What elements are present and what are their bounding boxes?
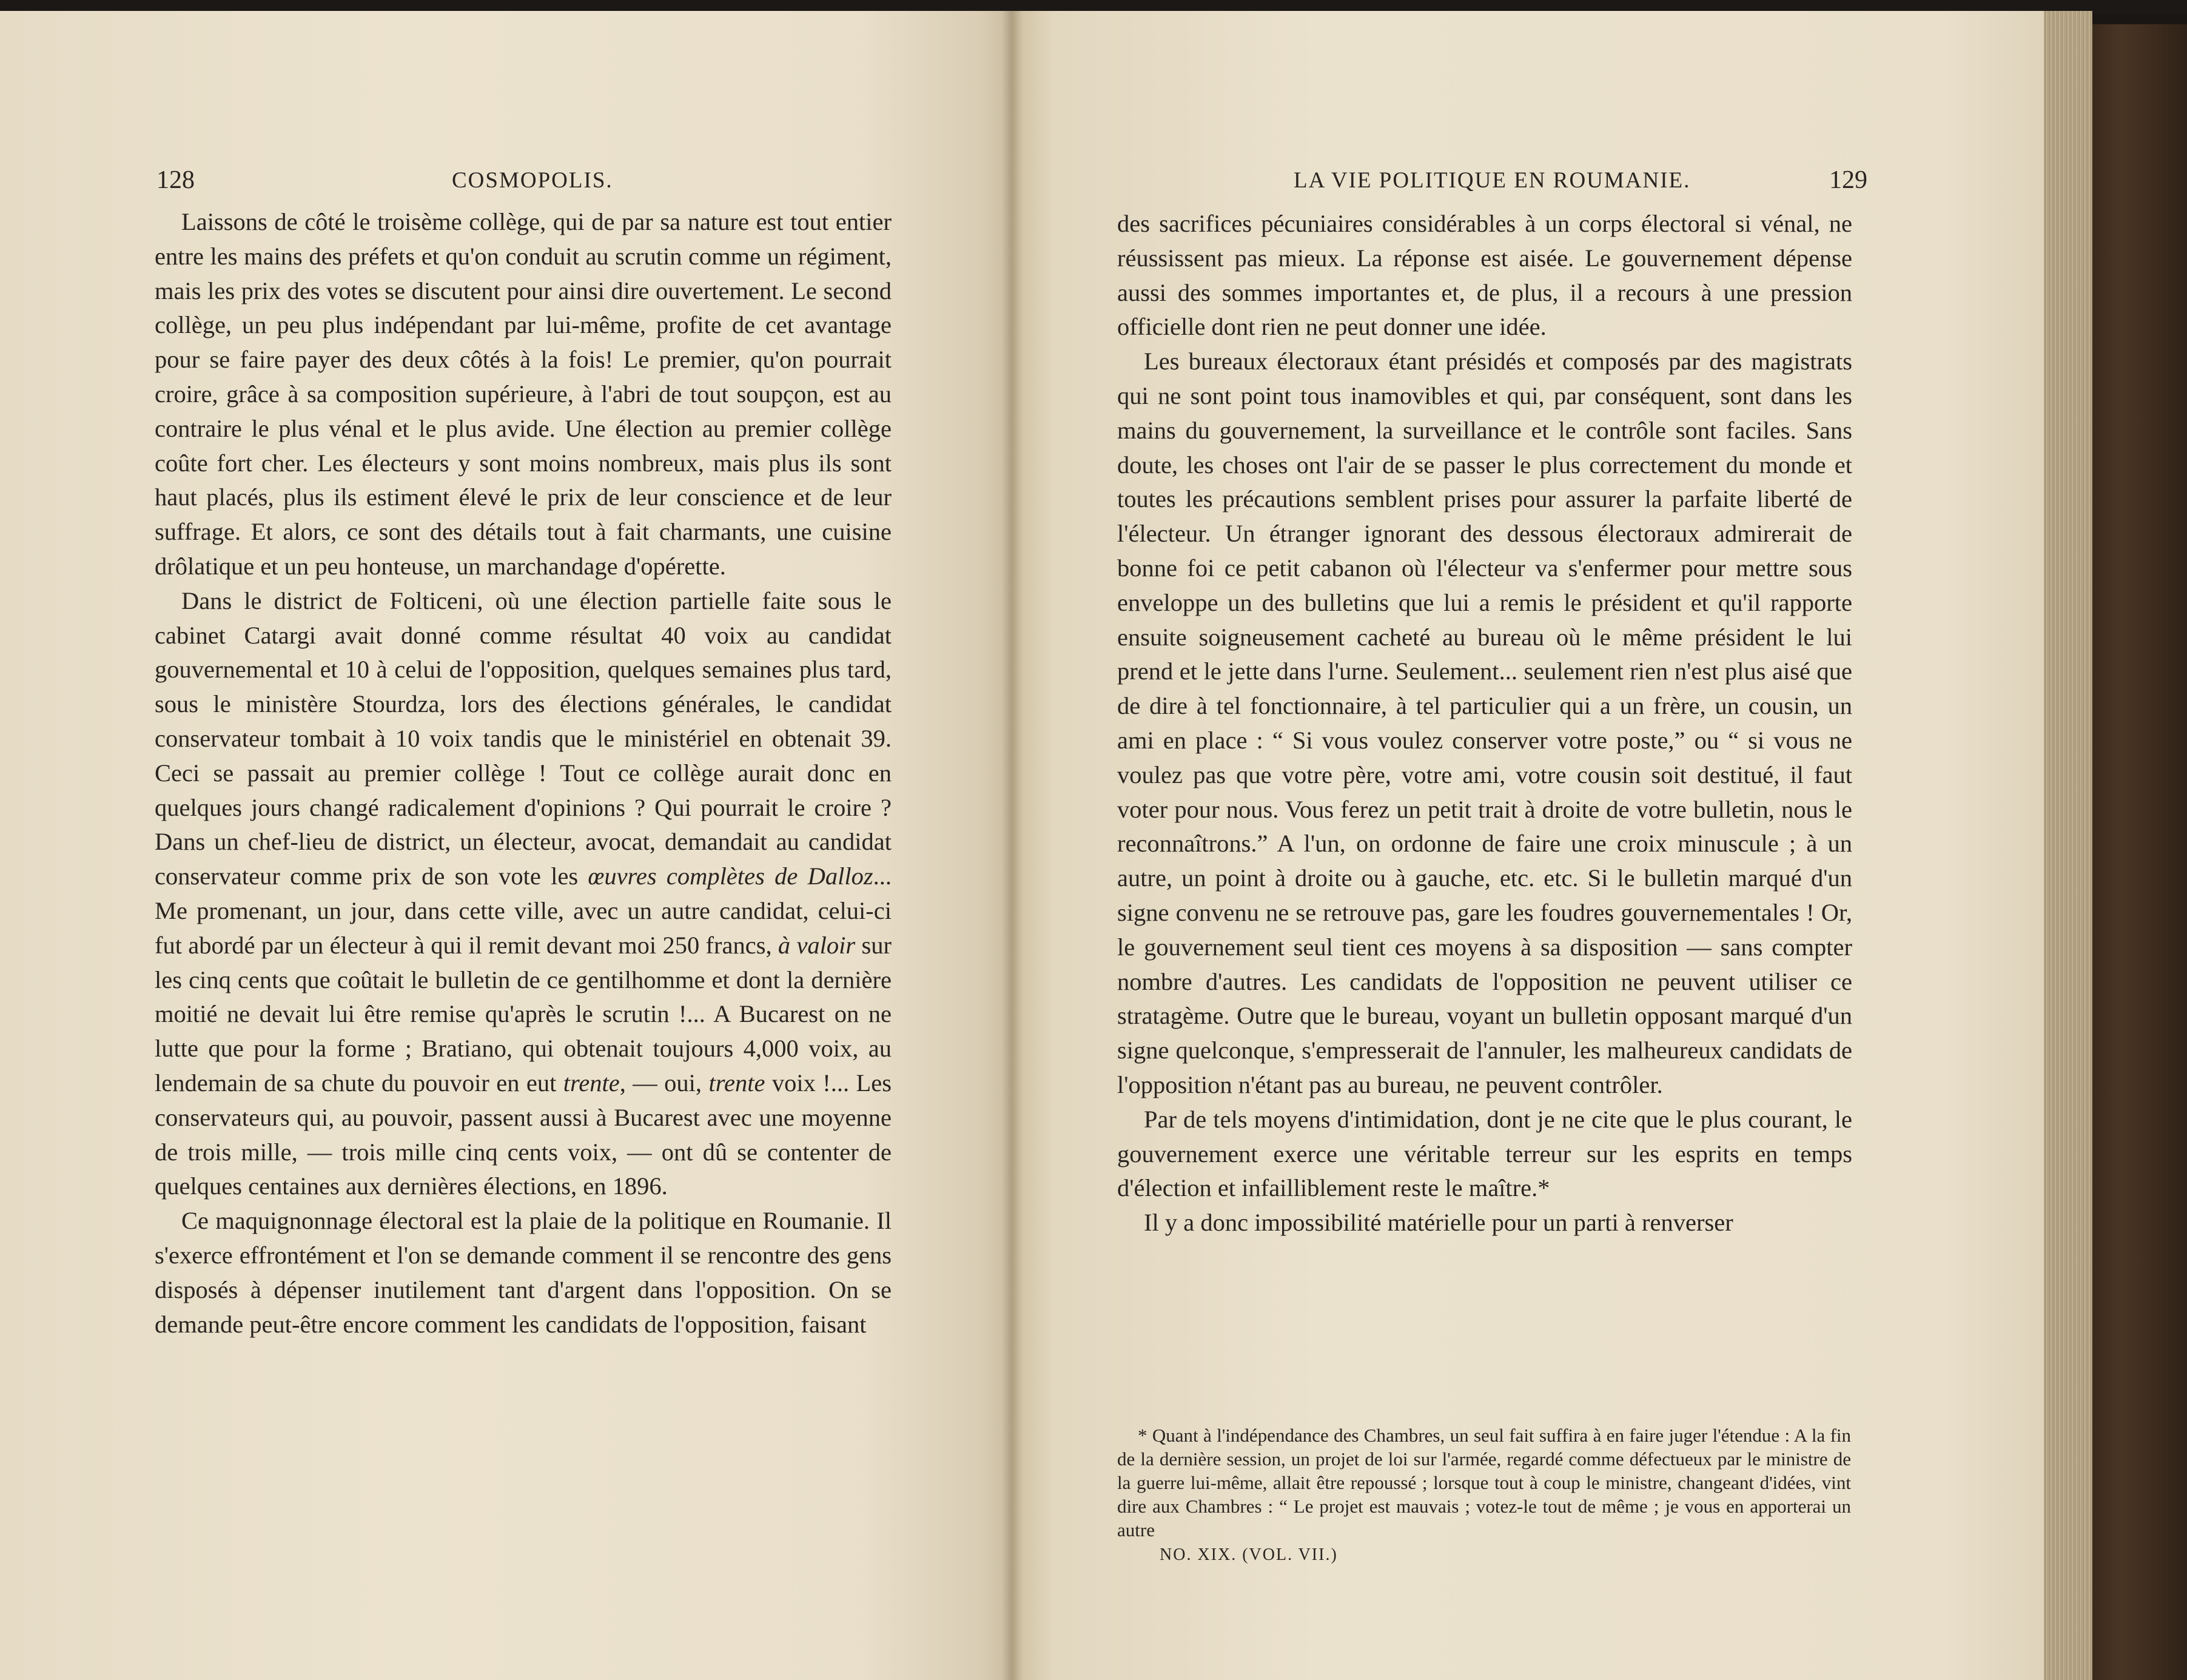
footnote (1117, 1423, 1851, 1542)
paragraph: Dans le district de Folticeni, où une élection partielle faite sous le cabinet Catargi avait donné comme résultat 40 voix au candidat gouvernemental et 10 à celui de l'opposition, quelques semaines plus tard, sous le ministère Stourdza, lors des élections générales, le candidat conservateur tombait à 10 voix tandis que le ministériel en obtenait 39. Ceci se passait au premier collège ! Tout ce collège aurait donc en quelques jours changé radicalement d'opinions ? Qui pourrait le croire ? Dans un chef-lieu de district, un électeur, avocat, demandait au candidat conservateur comme prix de son vote les œuvres complètes de Dalloz... Me promenant, un jour, dans cette ville, avec un autre candidat, celui-ci fut abordé par un électeur à qui il remit devant moi 250 francs, à valoir sur les cinq cents que coûtait le bulletin de ce gentilhomme et dont la dernière moitié ne devait lui être remise qu'après le scrutin !... A Bucarest on ne lutte que pour la forme ; Bratiano, qui obtenait toujours 4,000 voix, au lendemain de sa chute du pouvoir en eut trente, — oui, trente voix !... Les conservateurs qui, au pouvoir, passent aussi à Bucarest avec une moyenne de trois mille, — trois mille cinq cents voix, — ont dû se contenter de quelques centaines aux dernières élections, en 1896. (155, 586, 892, 1200)
paragraph: Il y a donc impossibilité matérielle pour un parti à renverser (1144, 1209, 1733, 1237)
left-running-head: COSMOPOLIS. (452, 168, 613, 193)
paragraph: Les bureaux électoraux étant présidés et composés par des magistrats qui ne sont point tous inamovibles et qui, par conséquent, sont dans les mains du gouvernement, la surveillance et le contrôle sont faciles. Sans doute, les choses ont l'air de se passer le plus correctement du monde et toutes les précautions semblent prises pour assurer la parfaite liberté de l'électeur. Un étranger ignorant des dessous électoraux admirerait de bonne foi ce petit cabanon où l'électeur va s'enfermer pour mettre sous enveloppe un des bulletins que lui a remis le président et qu'il rapporte ensuite soigneusement cacheté au bureau où le même président le lui prend et le jette dans l'urne. Seulement... seulement rien n'est plus aisé que de dire à tel fonctionnaire, à tel particulier qui a un frère, un cousin, un ami en place : “ Si vous voulez conserver votre poste,” ou “ si vous ne voulez pas que votre père, votre ami, votre cousin soit destitué, il faut voter pour nous. Vous ferez un petit trait à droite de votre bulletin, nous le reconnaîtrons.” A l'un, on ordonne de faire une croix minuscule ; à un autre, un point à droite ou à gauche, etc. etc. Si le bulletin marqué d'un signe convenu ne se retrouve pas, gare les foudres gouvernementales ! Or, le gouvernement seul tient ces moyens à sa disposition — sans compter nombre d'autres. Les candidats de l'opposition ne peuvent utiliser ce stratagème. Outre que le bureau, voyant un bulletin opposant marqué d'un signe quelconque, s'empresserait de l'annuler, les malheureux candidats de l'opposition n'étant pas au bureau, ne peuvent contrôler. (1117, 348, 1852, 1098)
left-text-block (155, 205, 892, 1342)
paragraph: Laissons de côté le troisème collège, qui de par sa nature est tout entier entre les mains des préfets et qu'on conduit au scrutin comme un régiment, mais les prix des votes se discutent pour ainsi dire ouvertement. Le second collège, un peu plus indépendant par lui-même, profite de cet avantage pour se faire payer des deux côtés à la fois! Le premier, qu'on pourrait croire, grâce à sa composition supérieure, à l'abri de tout soupçon, est au contraire le plus vénal et le plus avide. Une élection au premier collège coûte fort cher. Les électeurs y sont moins nombreux, mais plus ils sont haut placés, plus ils estiment élevé le prix de leur conscience et de leur suffrage. Et alors, ce sont des détails tout à fait charmants, une cuisine drôlatique et un peu honteuse, un marchandage d'opérette. (155, 208, 892, 580)
right-running-head: LA VIE POLITIQUE EN ROUMANIE. (1294, 168, 1691, 193)
right-text-block (1117, 207, 1852, 1240)
gutter-shadow (1002, 11, 1023, 1680)
book-cover (2092, 24, 2187, 1680)
right-page-number: 129 (1829, 166, 1867, 194)
paragraph: Par de tels moyens d'intimidation, dont je ne cite que le plus courant, le gouvernement exerce une véritable terreur sur les esprits en temps d'élection et infailliblement reste le maître.* (1117, 1105, 1852, 1202)
left-page-number: 128 (156, 166, 195, 194)
paragraph: Ce maquignonnage électoral est la plaie de la politique en Roumanie. Il s'exerce effrontément et l'on se demande comment il se rencontre des gens disposés à dépenser inutilement tant d'argent dans l'opposition. On se demande peut-être encore comment les candidats de l'opposition, faisant (155, 1207, 892, 1338)
signature-mark: NO. XIX. (VOL. VII.) (1160, 1545, 1338, 1564)
paragraph: des sacrifices pécuniaires considérables à un corps électoral si vénal, ne réussissent pas mieux. La réponse est aisée. Le gouvernement dépense aussi des sommes importantes et, de plus, il a recours à une pression officielle dont rien ne peut donner une idée. (1117, 210, 1852, 341)
left-page (0, 11, 1012, 1680)
page-edges (2044, 11, 2092, 1680)
footnote-text: * Quant à l'indépendance des Chambres, un seul fait suffira à en faire juger l'étendue : A la fin de la dernière session, un projet de loi sur l'armée, regardé comme défectueux par le ministre de la guerre lui-même, allait être repoussé ; lorsque tout à coup le ministre, changeant d'idées, vint dire aux Chambres : “ Le projet est mauvais ; votez-le tout de même ; je vous en apporterai un autre (1117, 1425, 1851, 1541)
